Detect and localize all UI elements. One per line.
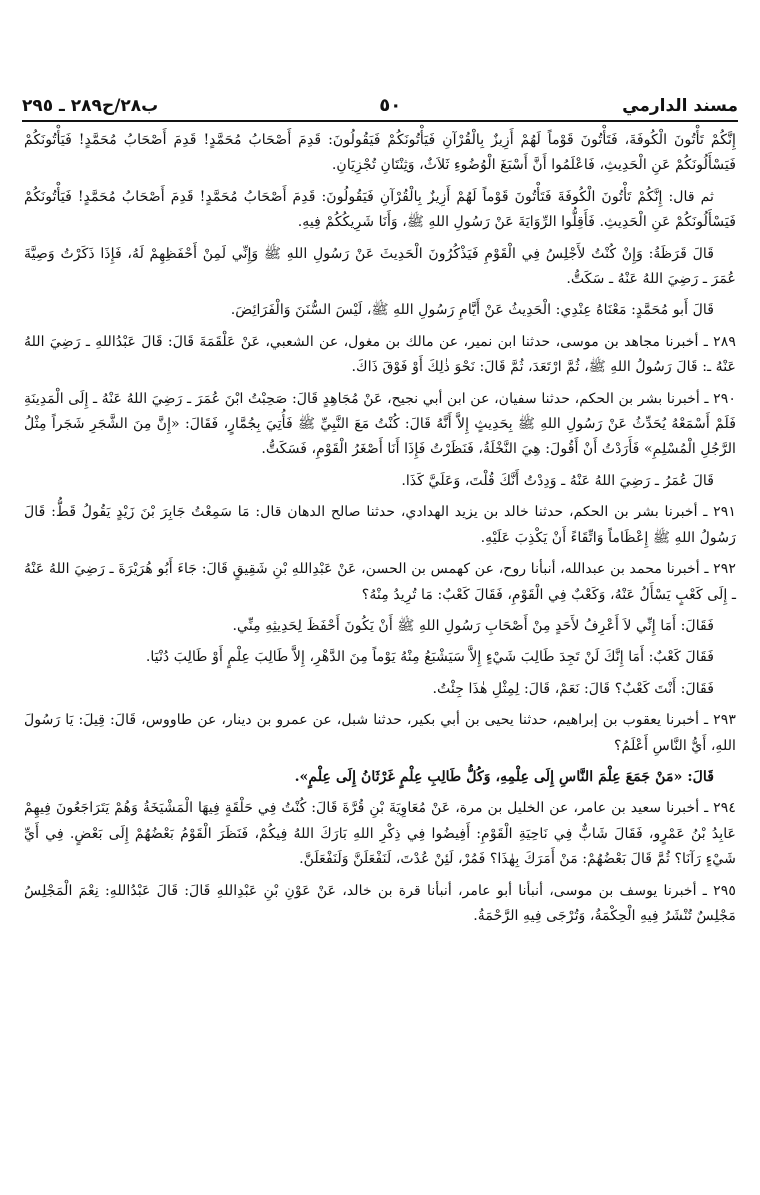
paragraph: فَقَالَ كَعْبٌ: أَمَا إِنَّكَ لَنْ تَجِدَ طَالِبَ شَيْءٍ إِلاَّ سَيَشْبَعُ مِنْهُ يَوْماً مِنَ الدَّهْرِ، إِلاَّ طَالِبَ عِلْمٍ أَوْ طَالِبَ دُنْيَا. <box>145 649 714 666</box>
book-title: مسند الدارمي <box>622 96 738 116</box>
paragraph: ثم قال: إِنَّكُمْ تَأْتُونَ الْكُوفَةَ فَتَأْتُونَ قَوْماً لَهُمْ أَزِيزٌ بِالْقُرْآنِ فَيَقُولُونَ: قَدِمَ أَصْحَابُ مُحَمَّدٍ! قَدِمَ أَصْحَابُ مُحَمَّدٍ! فَيَأْتُونَكُمْ فَيَسْأَلُونَكُمْ عَنِ الْحَدِيثِ. فَأَقِلُّوا الرِّوَايَةَ عَنْ رَسُولِ اللهِ ﷺ، وَأَنَا شَرِيكُكُمْ فِيهِ. <box>24 188 736 231</box>
hadith-295: ٢٩٥ ـ أخبرنا يوسف بن موسى، أنبأنا أبو عامر، أنبأنا قرة بن خالد، عَنْ عَوْنِ بْنِ عَبْدِاللهِ قَالَ: قَالَ عَبْدُاللهِ: نِعْمَ الْمَجْلِسُ مَجْلِسٌ تُنْشَرُ فِيهِ الْحِكْمَةُ، وَتُرْجَى فِيهِ الرَّحْمَةُ. <box>24 882 736 924</box>
hadith-293: ٢٩٣ ـ أخبرنا يعقوب بن إبراهيم، حدثنا يحيى بن أبي بكير، حدثنا شبل، عن عمرو بن دينار، عن طاووس، قَالَ: قِيلَ: يَا رَسُولَ اللهِ، أَيُّ النَّاسِ أَعْلَمُ؟ <box>24 712 736 754</box>
hadith-292: ٢٩٢ ـ أخبرنا محمد بن عبدالله، أنبأنا روح، عن كهمس بن الحسن، عَنْ عَبْدِاللهِ بْنِ شَقِيقٍ قَالَ: جَاءَ أَبُو هُرَيْرَةَ ـ رَضِيَ اللهُ عَنْهُ ـ إِلَى كَعْبٍ يَسْأَلُ عَنْهُ، وَكَعْبٌ فِي الْقَوْمِ، فَقَالَ كَعْبٌ: مَا تُرِيدُ مِنْهُ؟ <box>24 561 736 603</box>
hadith-290: ٢٩٠ ـ أخبرنا بشر بن الحكم، حدثنا سفيان، عن ابن أبي نجيح، عَنْ مُجَاهِدٍ قَالَ: صَحِبْتُ ابْنَ عُمَرَ ـ رَضِيَ اللهُ عَنْهُ ـ إِلَى الْمَدِينَةِ فَلَمْ أَسْمَعْهُ يُحَدِّثُ عَنْ رَسُولِ اللهِ ﷺ بِحَدِيثٍ إِلاَّ أَنَّهُ قَالَ: كُنْتُ مَعَ النَّبِيِّ ﷺ فَأُتِيَ بِجُمَّارٍ، فَقَالَ: «إِنَّ مِنَ الشَّجَرِ شَجَراً مِثْلُ الرَّجُلِ الْمُسْلِمِ» فَأَرَدْتُ أَنْ أَقُولَ: هِيَ النَّخْلَةُ، فَنَظَرْتُ فَإِذَا أَنَا أَصْغَرُ الْقَوْمِ، فَسَكَتُّ. <box>24 390 736 458</box>
page-number: ٥٠ <box>379 95 402 116</box>
hadith-291: ٢٩١ ـ أخبرنا بشر بن الحكم، حدثنا خالد بن يزيد الهدادي، حدثنا صالح الدهان قال: مَا سَمِعْتُ جَابِرَ بْنَ زَيْدٍ يَقُولُ قَطُّ: قَالَ رَسُولُ اللهِ ﷺ إِعْظَاماً وَاتِّقَاءً أَنْ يَكْذِبَ عَلَيْهِ. <box>24 504 736 546</box>
page-header <box>22 88 738 116</box>
paragraph: فَقَالَ: أَمَا إِنِّي لاَ أَعْرِفُ لأَحَدٍ مِنْ أَصْحَابِ رَسُولِ اللهِ ﷺ أَنْ يَكُونَ أَحْفَظَ لِحَدِيثِهِ مِنِّي. <box>232 617 714 634</box>
paragraph: قَالَ عُمَرُ ـ رَضِيَ اللهُ عَنْهُ ـ وَدِدْتُ أَنَّكَ قُلْتَ، وَعَلَيَّ كَذَا. <box>401 472 714 489</box>
hadith-289: ٢٨٩ ـ أخبرنا مجاهد بن موسى، حدثنا ابن نمير، عن مالك بن مغول، عن الشعبي، عَنْ عَلْقَمَةَ قَالَ: قَالَ عَبْدُاللهِ ـ رَضِيَ اللهُ عَنْهُ ـ: قَالَ رَسُولُ اللهِ ﷺ، ثُمَّ ارْتَعَدَ، ثُمَّ قَالَ: نَحْوَ ذٰلِكَ أَوْ فَوْقَ ذَاكَ. <box>24 333 736 376</box>
paragraph: إِنَّكُمْ تَأْتُونَ الْكُوفَةَ، فَتَأْتُونَ قَوْماً لَهُمْ أَزِيزٌ بِالْقُرْآنِ فَيَأْتُونَكُمْ فَيَقُولُونَ: قَدِمَ أَصْحَابُ مُحَمَّدٍ! قَدِمَ أَصْحَابُ مُحَمَّدٍ! فَيَأْتُونَكُمْ فَيَسْأَلُونَكُمْ عَنِ الْحَدِيثِ، فَاعْلَمُوا أَنَّ أَسْبَغَ الْوُضُوءِ ثَلاَثٌ، وَثِنْتَانِ تُجْزِيَانِ. <box>24 132 736 174</box>
paragraph: قَالَ قَرَظَةُ: وَإِنْ كُنْتُ لأَجْلِسُ فِي الْقَوْمِ فَيَذْكُرُونَ الْحَدِيثَ عَنْ رَسُولِ اللهِ ﷺ وَإِنِّي لَمِنْ أَحْفَظِهِمْ لَهُ، فَإِذَا ذَكَرْتُ وَصِيَّةَ عُمَرَ ـ رَضِيَ اللهُ عَنْهُ ـ سَكَتُّ. <box>24 245 736 288</box>
hadith-294: ٢٩٤ ـ أخبرنا سعيد بن عامر، عن الخليل بن مرة، عَنْ مُعَاوِيَةَ بْنِ قُرَّةَ قَالَ: كُنْتُ فِي حَلْقَةٍ فِيهَا الْمَشْيَخَةُ وَهُمْ يَتَرَاجَعُونَ فِيهِمْ عَابِدُ بْنُ عَمْرٍو، فَقَالَ شَابٌّ فِي نَاحِيَةِ الْقَوْمِ: أَفِيضُوا فِي ذِكْرِ اللهِ بَارَكَ اللهُ فِيكُمْ، فَنَظَرَ الْقَوْمُ بَعْضُهُمْ إِلَى بَعْضٍ. فِي أَيِّ شَيْءٍ رَآنَا؟ ثُمَّ قَالَ بَعْضُهُمْ: مَنْ أَمَرَكَ بِهٰذَا؟ فَمُرْ، لَئِنْ عُدْتَ، لَنَفْعَلَنَّ وَلَنَفْعَلَنَّ. <box>24 800 736 868</box>
chapter-hadith-reference: ب٢٨/ح٢٨٩ ـ ٢٩٥ <box>22 96 159 116</box>
header-divider <box>22 120 738 122</box>
page-body <box>24 128 736 935</box>
paragraph: قَالَ: «مَنْ جَمَعَ عِلْمَ النَّاسِ إِلَى عِلْمِهِ، وَكُلُّ طَالِبِ عِلْمٍ غَرْثَانُ إِلَى عِلْمٍ». <box>294 768 714 785</box>
paragraph: فَقَالَ: أَنْتَ كَعْبٌ؟ قَالَ: نَعَمْ، قَالَ: لِمِثْلِ هٰذَا جِئْتُ. <box>432 680 714 697</box>
paragraph: قَالَ أَبو مُحَمَّدٍ: مَعْنَاهُ عِنْدِي: الْحَدِيثُ عَنْ أَيَّامِ رَسُولِ اللهِ ﷺ، لَيْسَ السُّنَنَ وَالْفَرَائِضَ. <box>230 302 714 319</box>
